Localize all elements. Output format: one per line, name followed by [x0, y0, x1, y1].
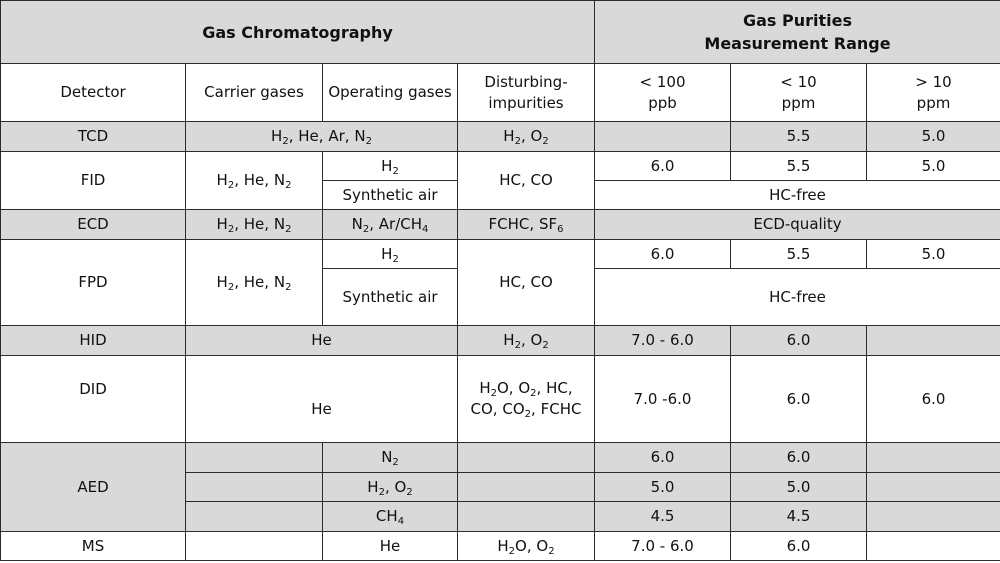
detector-cell: MS: [1, 532, 186, 561]
detector-cell: AED: [1, 443, 186, 532]
range-3-cell: 5.0: [867, 122, 1000, 152]
operating-cell: He: [323, 532, 458, 561]
detector-cell: ECD: [1, 210, 186, 240]
col-disturbing-line1: Disturbing-: [484, 72, 568, 91]
range-2-cell: 6.0: [731, 532, 867, 561]
gases-cell: $H_2$, He, Ar, $N_2$: [186, 122, 458, 152]
impurities-cell: [458, 443, 595, 473]
col-range-1-line2: ppb: [648, 93, 677, 112]
range-2-cell: 6.0: [731, 326, 867, 356]
range-2-cell: 6.0: [731, 356, 867, 443]
range-1-cell: 7.0 -6.0: [595, 356, 731, 443]
range-2-cell: 5.5: [731, 122, 867, 152]
operating-cell: Synthetic air: [323, 181, 458, 210]
impurities-cell: [458, 502, 595, 532]
impurities-cell: [458, 473, 595, 502]
col-operating: Operating gases: [323, 64, 458, 122]
carrier-cell: [186, 473, 323, 502]
operating-cell: $H_2$: [323, 240, 458, 269]
carrier-cell: $H_2$, He, $N_2$: [186, 152, 323, 210]
range-1-cell: 7.0 - 6.0: [595, 532, 731, 561]
operating-cell: $N_2$, $Ar/CH_4$: [323, 210, 458, 240]
ecd-quality-cell: ECD-quality: [595, 210, 1000, 240]
table-row: [1, 210, 1000, 240]
range-3-cell: 5.0: [867, 152, 1000, 181]
range-1-cell: 6.0: [595, 240, 731, 269]
operating-cell: Synthetic air: [323, 269, 458, 326]
detector-cell: FID: [1, 152, 186, 210]
range-3-cell: [867, 443, 1000, 473]
impurities-cell: $H_2$, $O_2$: [458, 326, 595, 356]
range-3-cell: [867, 326, 1000, 356]
detector-cell: FPD: [1, 240, 186, 326]
col-carrier: Carrier gases: [186, 64, 323, 122]
col-disturbing: [458, 64, 595, 122]
range-3-cell: 5.0: [867, 240, 1000, 269]
table-row: [1, 356, 1000, 443]
impurities-cell: $H_2O$, $O_2$: [458, 532, 595, 561]
col-range-1-line1: < 100: [639, 72, 686, 91]
impurities-cell: HC, CO: [458, 240, 595, 326]
table-row: [1, 532, 1000, 561]
range-3-cell: [867, 473, 1000, 502]
carrier-cell: [186, 502, 323, 532]
table-row: [1, 443, 1000, 473]
col-range-3-line1: > 10: [915, 72, 952, 91]
operating-cell: $CH_4$: [323, 502, 458, 532]
carrier-cell: [186, 443, 323, 473]
purity-title-line2: Measurement Range: [704, 34, 891, 53]
operating-cell: $H_2$, $O_2$: [323, 473, 458, 502]
range-1-cell: [595, 122, 731, 152]
col-range-2-line1: < 10: [780, 72, 817, 91]
operating-cell: $N_2$: [323, 443, 458, 473]
range-1-cell: 7.0 - 6.0: [595, 326, 731, 356]
col-disturbing-line2: impurities: [488, 93, 564, 112]
hc-free-cell: HC-free: [595, 181, 1000, 210]
impurities-cell: HC, CO: [458, 152, 595, 210]
hc-free-cell: HC-free: [595, 269, 1000, 326]
detector-cell: TCD: [1, 122, 186, 152]
table-row: [1, 152, 1000, 181]
purity-title-line1: Gas Purities: [742, 11, 853, 30]
impurities-line2: CO, $CO_2$, FCHC: [470, 400, 582, 420]
range-3-cell: [867, 502, 1000, 532]
col-range-2: [731, 64, 867, 122]
gases-cell: He: [186, 356, 458, 443]
col-detector: Detector: [1, 64, 186, 122]
range-3-cell: [867, 532, 1000, 561]
range-1-cell: 4.5: [595, 502, 731, 532]
range-2-cell: 5.5: [731, 152, 867, 181]
range-2-cell: 5.5: [731, 240, 867, 269]
table-row: [1, 240, 1000, 269]
impurities-cell: [458, 356, 595, 443]
carrier-cell: $H_2$, He, $N_2$: [186, 210, 323, 240]
gc-title: Gas Chromatography: [1, 1, 595, 64]
impurities-line1: $H_2O$, $O_2$, HC,: [479, 379, 573, 399]
carrier-cell: $H_2$, He, $N_2$: [186, 240, 323, 326]
col-range-3-line2: ppm: [916, 93, 951, 112]
range-3-cell: 6.0: [867, 356, 1000, 443]
impurities-cell: FCHC, $SF_6$: [458, 210, 595, 240]
range-2-cell: 5.0: [731, 473, 867, 502]
col-range-2-line2: ppm: [781, 93, 816, 112]
purity-title: [595, 1, 1000, 64]
impurities-cell: $H_2$, $O_2$: [458, 122, 595, 152]
range-1-cell: 5.0: [595, 473, 731, 502]
range-1-cell: 6.0: [595, 152, 731, 181]
gases-cell: He: [186, 326, 458, 356]
table-row: [1, 326, 1000, 356]
operating-cell: $H_2$: [323, 152, 458, 181]
col-range-3: [867, 64, 1000, 122]
col-range-1: [595, 64, 731, 122]
range-2-cell: 6.0: [731, 443, 867, 473]
table-row: [1, 122, 1000, 152]
range-2-cell: 4.5: [731, 502, 867, 532]
range-1-cell: 6.0: [595, 443, 731, 473]
carrier-cell: [186, 532, 323, 561]
detector-cell: DID: [1, 356, 186, 443]
detector-cell: HID: [1, 326, 186, 356]
